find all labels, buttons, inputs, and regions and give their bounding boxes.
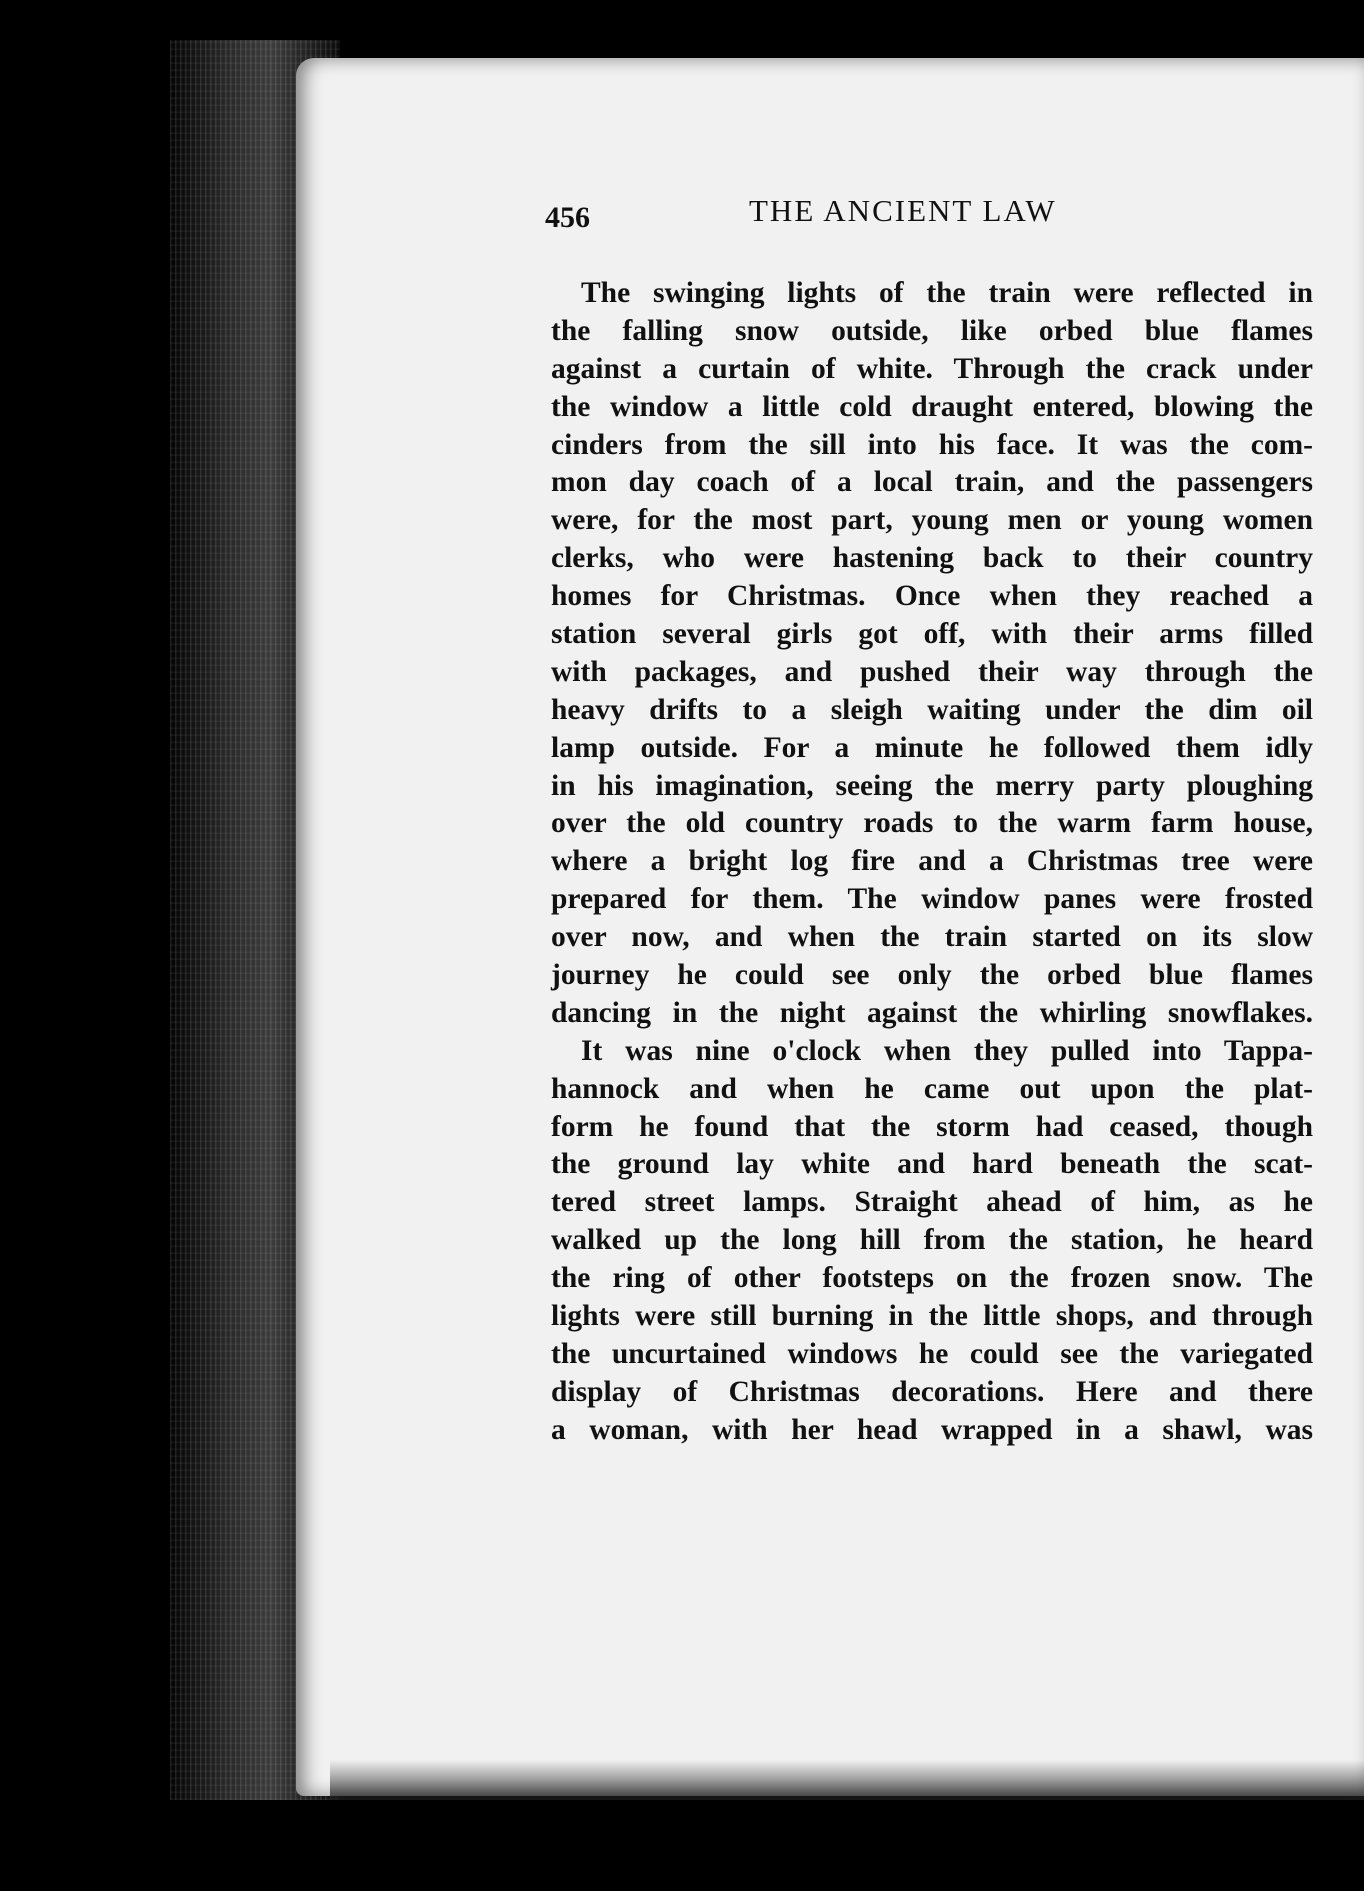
text-line: homes for Christmas. Once when they reached a (551, 580, 1313, 613)
text-line: tered street lamps. Straight ahead of him, as he (551, 1186, 1313, 1219)
text-line: cinders from the sill into his face. It was the com- (551, 428, 1313, 461)
text-line: walked up the long hill from the station, he heard (551, 1224, 1313, 1257)
paragraph-2 (551, 1033, 1313, 1450)
text-line: against a curtain of white. Through the crack under (551, 352, 1313, 385)
text-line: lights were still burning in the little shops, and through (551, 1300, 1313, 1333)
text-line: mon day coach of a local train, and the passengers (551, 466, 1313, 499)
text-line: a woman, with her head wrapped in a shawl, was (551, 1413, 1313, 1446)
text-line: the window a little cold draught entered, blowing the (551, 390, 1313, 423)
text-line: hannock and when he came out upon the plat- (551, 1072, 1313, 1105)
text-line: prepared for them. The window panes were frosted (551, 883, 1313, 916)
text-line: form he found that the storm had ceased, though (551, 1110, 1313, 1143)
text-line: station several girls got off, with their arms filled (551, 618, 1313, 651)
text-line: in his imagination, seeing the merry party ploughing (551, 769, 1313, 802)
text-line: over now, and when the train started on its slow (551, 921, 1313, 954)
text-line: clerks, who were hastening back to their country (551, 542, 1313, 575)
text-line: It was nine o'clock when they pulled into Tappa- (581, 1034, 1313, 1067)
running-title: THE ANCIENT LAW (749, 193, 1057, 228)
text-line: the ground lay white and hard beneath the scat- (551, 1148, 1313, 1181)
text-line: where a bright log fire and a Christmas tree were (551, 845, 1313, 878)
text-line: over the old country roads to the warm farm house, (551, 807, 1313, 840)
text-line: the ring of other footsteps on the frozen snow. The (551, 1262, 1313, 1295)
text-line: were, for the most part, young men or young women (551, 504, 1313, 537)
text-line: dancing in the night against the whirling snowflakes. (551, 996, 1313, 1029)
paragraph-1 (551, 275, 1313, 1033)
text-line: the uncurtained windows he could see the variegated (551, 1337, 1313, 1370)
page-bottom-edge (330, 1760, 1364, 1800)
text-line: lamp outside. For a minute he followed them idly (551, 731, 1313, 764)
text-line: heavy drifts to a sleigh waiting under the dim oil (551, 693, 1313, 726)
running-head (545, 193, 1105, 243)
body-text (551, 275, 1313, 1450)
text-line: display of Christmas decorations. Here and there (551, 1375, 1313, 1408)
text-line: The swinging lights of the train were reflected in (581, 277, 1313, 309)
page-number: 456 (545, 201, 590, 234)
text-line: journey he could see only the orbed blue flames (551, 959, 1313, 992)
text-line: the falling snow outside, like orbed blue flames (551, 314, 1313, 347)
text-line: with packages, and pushed their way through the (551, 655, 1313, 688)
